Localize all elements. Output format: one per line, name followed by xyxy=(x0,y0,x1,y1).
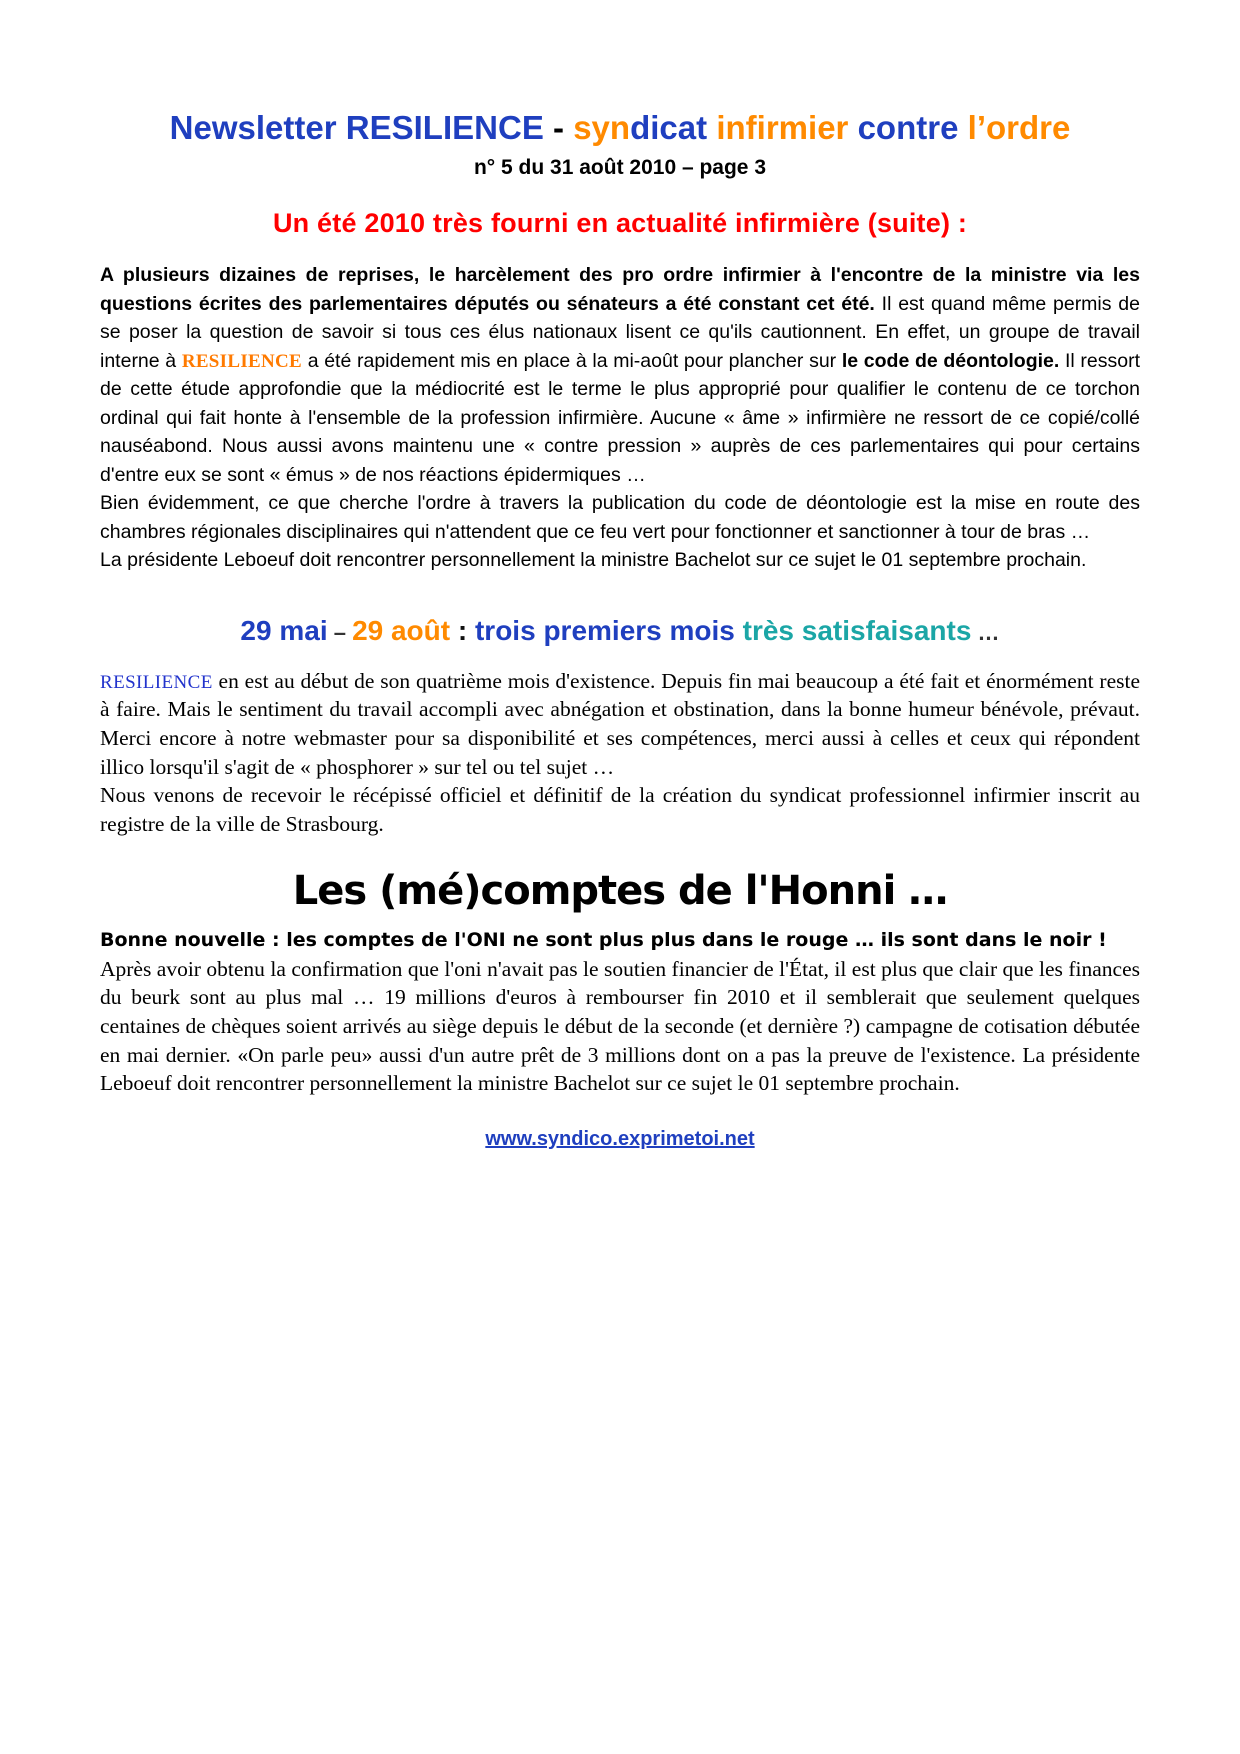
masthead-letter-1: e xyxy=(193,109,212,146)
section2-title-part4: trois premiers mois xyxy=(474,614,735,646)
masthead-letter-52: d xyxy=(1019,109,1040,146)
masthead-letter-13: S xyxy=(391,109,414,146)
section2-title-part3: : xyxy=(450,614,475,646)
section2-title-part5: très satisfaisants xyxy=(734,614,972,646)
section2-title-part2: 29 août xyxy=(352,614,451,646)
page-content xyxy=(100,110,1140,1151)
masthead-letter-18: N xyxy=(474,109,498,146)
masthead-letter-32: n xyxy=(725,109,746,146)
masthead-letter-39: r xyxy=(835,109,849,146)
masthead-letter-28: a xyxy=(677,109,697,146)
masthead-letter-21: - xyxy=(543,109,574,146)
masthead-letter-36: m xyxy=(778,109,809,146)
masthead-letter-26: i xyxy=(650,109,660,146)
masthead-letter-9: r xyxy=(323,109,337,146)
masthead-letter-22: s xyxy=(573,109,592,146)
section1-title: Un été 2010 très fourni en actualité infirmière (suite) : xyxy=(272,208,968,239)
masthead-letter-3: s xyxy=(237,109,256,146)
masthead-letter-23: y xyxy=(591,109,610,146)
masthead-letter-38: e xyxy=(817,109,836,146)
masthead-letter-0: N xyxy=(169,109,194,146)
masthead-letter-54: e xyxy=(1052,109,1071,146)
section2-title-dash: – xyxy=(327,619,353,645)
masthead-letter-19: C xyxy=(498,109,522,146)
masthead-letter-7: t xyxy=(294,109,306,146)
masthead-letter-50: o xyxy=(985,109,1007,146)
section2-p1-text: en est au début de son quatrième mois d'existence. Depuis fin mai beaucoup a été fait et énormément reste à faire. Mais le sentiment du travail accompli avec abnégation et obstination, dans la bonne humeur bénévole, prévaut. Merci encore à notre webmaster pour sa disponibilité et ses compétences, merci aussi à celles et ceux qui répondent illico lorsqu'il s'agit de « phosphorer » sur tel ou tel sujet … xyxy=(100,668,1140,779)
footer-website-link[interactable]: www.syndico.exprimetoi.net xyxy=(485,1127,755,1150)
masthead-letter-8: e xyxy=(305,109,324,146)
masthead-letter-31: i xyxy=(716,109,726,146)
masthead-letter-16: I xyxy=(442,109,453,146)
masthead-letter-4: l xyxy=(255,109,266,146)
masthead-letter-5: e xyxy=(265,109,284,146)
masthead-letter-20: E xyxy=(521,109,544,146)
section3-body: Après avoir obtenu la confirmation que l'oni n'avait pas le soutien financier de l'État, il est plus que clair que les finances du beurk sont au plus mal … 19 millions d'euros à rembourser fin 2010 et il semblerait que seulement quelques centaines de chèques soient arrivés au siège depuis le début de la seconde (et dernière ?) campagne de cotisation débutée en mai dernier. «On parle peu» aussi d'un autre prêt de 3 millions dont on a pas la preuve de l'existence. La présidente Leboeuf doit rencontrer personnellement la ministre Bachelot sur ce sujet le 01 septembre prochain. xyxy=(100,956,1140,1096)
masthead-letter-33: f xyxy=(745,109,757,146)
masthead-letter-47 xyxy=(958,109,967,146)
masthead-letter-35: r xyxy=(765,109,779,146)
section2-paragraph-1 xyxy=(100,667,1140,781)
masthead-letter-45: r xyxy=(927,109,941,146)
masthead-letter-49: ’ xyxy=(976,109,986,146)
section1-p1-bold: A plusieurs dizaines de reprises, le harcèlement des pro ordre infirmier à l'encontre de la ministre via les questions écrites des parlementaires députés ou sénateurs a été constant cet été. xyxy=(100,264,1140,315)
masthead-letter-41: c xyxy=(857,109,876,146)
section2-title-part1: 29 mai xyxy=(240,614,328,646)
issue-line: n° 5 du 31 août 2010 – page 3 xyxy=(473,156,766,180)
masthead-letter-2: w xyxy=(211,109,238,146)
section2-title xyxy=(100,615,1140,647)
section1-p1-bold2: le code de déontologie. xyxy=(841,349,1060,372)
section2-paragraph-2: Nous venons de recevoir le récépissé officiel et définitif de la création du syndicat professionnel infirmier inscrit au registre de la ville de Strasbourg. xyxy=(100,783,1140,836)
section3-title: Les (mé)comptes de l'Honni … xyxy=(292,868,948,915)
masthead-letter-51: r xyxy=(1006,109,1019,146)
masthead-letter-42: o xyxy=(875,109,897,146)
section3-lead xyxy=(100,926,1140,955)
masthead-letter-30 xyxy=(707,109,716,146)
masthead-letter-40 xyxy=(848,109,857,146)
masthead-letter-15: L xyxy=(422,109,443,146)
section1-paragraph-2: Bien évidemment, ce que cherche l'ordre à travers la publication du code de déontologie est la mise en route des chambres régionales disciplinaires qui n'attendent que ce feu vert pour fonctionner et sanctionner à tour de bras … xyxy=(100,492,1140,543)
section1-p1-a: Il est quand même permis de se poser la question de savoir si tous ces élus nationaux lisent ce qu'ils cautionnent. En effet, un groupe de travail interne à xyxy=(100,292,1140,372)
masthead-letter-53: r xyxy=(1039,109,1053,146)
masthead-letter-25: d xyxy=(630,109,651,146)
masthead-letter-44: t xyxy=(916,109,928,146)
masthead-letter-17: E xyxy=(452,109,475,146)
masthead-letter-27: c xyxy=(659,109,678,146)
masthead-letter-43: n xyxy=(896,109,917,146)
masthead-letter-46: e xyxy=(940,109,959,146)
masthead-letter-14: I xyxy=(413,109,423,146)
masthead-letter-34: i xyxy=(756,109,766,146)
section2-title-ellipsis: … xyxy=(971,619,1000,645)
section1-p1-c: Il ressort de cette étude approfondie que la médiocrité est le terme le plus approprié pour qualifier le contenu de ce torchon ordinal qui fait honte à l'ensemble de la profession infirmière. Aucune « âme » infirmière ne ressort de ce copié/collé nauséabond. Nous aussi avons maintenu une « contre pression » auprès de ces parlementaires qui pour certains d'entre eux se sont « émus » de nos réactions épidermiques … xyxy=(100,349,1140,486)
masthead-letter-6: t xyxy=(283,109,295,146)
newsletter-masthead xyxy=(100,110,1140,146)
masthead-letter-37: i xyxy=(808,109,818,146)
masthead-letter-24: n xyxy=(609,109,631,146)
masthead-letter-48: l xyxy=(967,109,977,146)
masthead-letter-29: t xyxy=(696,109,708,146)
section1-paragraph-3: La présidente Leboeuf doit rencontrer personnellement la ministre Bachelot sur ce sujet le 01 septembre prochain. xyxy=(100,549,1087,572)
masthead-letter-10 xyxy=(337,109,346,146)
masthead-letter-12: E xyxy=(369,109,392,146)
section1-p1-b: a été rapidement mis en place à la mi-août pour plancher sur xyxy=(302,349,842,372)
resilience-mention-orange: RESILIENCE xyxy=(181,350,303,372)
masthead-letter-11: R xyxy=(345,109,370,146)
section1-paragraph-1 xyxy=(100,261,1140,489)
section3-lead-text: Bonne nouvelle : les comptes de l'ONI ne sont plus plus dans le rouge … ils sont dans le noir ! xyxy=(100,929,1107,952)
resilience-mention-blue: RESILIENCE xyxy=(100,671,213,693)
